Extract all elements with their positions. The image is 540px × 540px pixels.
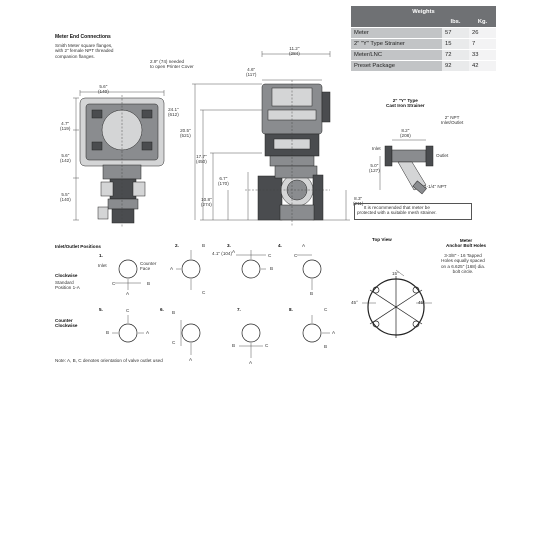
anchor-desc: 3-3/8" - 16 Tapped Holes equally spaced on a 6.625" (168) dia. bolt circle.	[441, 253, 486, 274]
meter-end-desc: Smith Meter square flanges, with 2" female NPT threaded companion flanges.	[55, 43, 114, 59]
inlet-label: Inlet	[98, 263, 107, 268]
dim-5-6-left: 5.6" (142)	[60, 153, 71, 164]
dim-8-3: 8.3" (211)	[353, 196, 364, 207]
position-number: 2.	[175, 243, 179, 248]
dim-24-1: 24.1" (612)	[168, 107, 179, 118]
dim-printer-cover: 2.9" (74) needed to open Printer Cover	[150, 59, 194, 70]
meter-end-view-drawing	[73, 90, 164, 228]
standard-position-label: Standard Position 1-A	[55, 280, 80, 291]
dim-5-5: 5.5" (140)	[60, 192, 71, 203]
dim-6-7: 6.7" (170)	[218, 176, 229, 187]
orientation-c: C	[265, 343, 269, 348]
orientation-a: A	[126, 291, 130, 296]
counter-face-label: Counter Face	[140, 261, 157, 272]
dim-20-5: 20.5" (521)	[180, 128, 191, 139]
position-number: 8.	[289, 307, 293, 312]
dim-5-6-top: 5.6" (140)	[98, 84, 109, 95]
orientation-c: C	[294, 253, 298, 258]
orientation-b: B	[310, 291, 314, 296]
col-kg: Kg.	[469, 17, 496, 27]
orientation-a: A	[189, 357, 193, 362]
position-number: 5.	[99, 307, 103, 312]
angle-45-right: 45°	[418, 300, 425, 305]
meter-front-view-drawing	[192, 51, 350, 226]
orientation-a: A	[146, 330, 150, 335]
table-row: 2" "Y" Type Strainer 15 7	[351, 38, 496, 49]
orientation-c: C	[112, 281, 116, 286]
table-row: Meter/LNC 72 33	[351, 49, 496, 60]
orientation-b: B	[172, 310, 176, 315]
top-view-title: Top View	[372, 237, 392, 242]
strainer-outlet: Outlet	[436, 153, 449, 158]
orientation-a: A	[170, 266, 174, 271]
orientation-a: A	[332, 330, 336, 335]
orientation-c: C	[202, 290, 206, 295]
angle-45-left: 45°	[351, 300, 358, 305]
angle-15: 15°	[392, 271, 399, 276]
orientation-a: A	[249, 360, 253, 365]
orientation-c: C	[324, 307, 328, 312]
strainer-note: It is recommended that meter be protected with a suitable mesh strainer.	[357, 205, 437, 216]
position-number: 4.	[278, 243, 282, 248]
dim-4-6: 4.6" (117)	[246, 67, 257, 78]
positions-note: Note: A, B, C denotes orientation of valve outlet used	[55, 358, 163, 363]
dim-4-7: 4.7" (119)	[60, 121, 71, 132]
orientation-a: A	[302, 243, 306, 248]
strainer-npt14: 1-1/4" NPT	[424, 184, 447, 189]
dim-17-7: 17.7" (450)	[196, 154, 207, 165]
orientation-a: A	[232, 249, 236, 254]
orientation-b: B	[270, 266, 274, 271]
col-lbs: lbs.	[442, 17, 469, 27]
dim-10-8: 10.8" (274)	[201, 197, 212, 208]
orientation-c: C	[126, 308, 130, 313]
strainer-dim-5-0: 5.0" (127)	[369, 163, 380, 174]
table-row: Preset Package 92 42	[351, 60, 496, 71]
orientation-b: B	[147, 281, 151, 286]
position-number: 7.	[237, 307, 241, 312]
strainer-inlet: Inlet	[372, 146, 381, 151]
orientation-c: C	[268, 253, 272, 258]
dim-11-2: 11.2" (284)	[289, 46, 300, 57]
counter-clockwise-label: Counter Clockwise	[55, 318, 78, 329]
dim-4-1: 4.1" (104)	[212, 251, 233, 256]
position-number: 1.	[99, 253, 103, 258]
anchor-title: Meter Anchor Bolt Holes	[446, 238, 487, 249]
strainer-dim-8-2: 8.2" (208)	[400, 128, 411, 139]
position-number: 6.	[160, 307, 164, 312]
orientation-c: C	[172, 340, 176, 345]
orientation-b: B	[232, 343, 236, 348]
position-number: 3.	[227, 243, 231, 248]
orientation-b: B	[202, 243, 206, 248]
weights-title: Weights	[351, 6, 496, 17]
meter-end-title: Meter End Connections	[55, 34, 111, 40]
strainer-npt2: 2" NPT Inlet/Outlet	[441, 115, 464, 126]
orientation-b: B	[324, 344, 328, 349]
clockwise-label: Clockwise	[55, 273, 78, 278]
strainer-title: 2" "Y" Type Cast Iron Strainer	[386, 98, 425, 109]
table-row: Meter 57 26	[351, 27, 496, 38]
positions-title: Inlet/Outlet Positions	[55, 244, 101, 249]
orientation-b: B	[106, 330, 110, 335]
